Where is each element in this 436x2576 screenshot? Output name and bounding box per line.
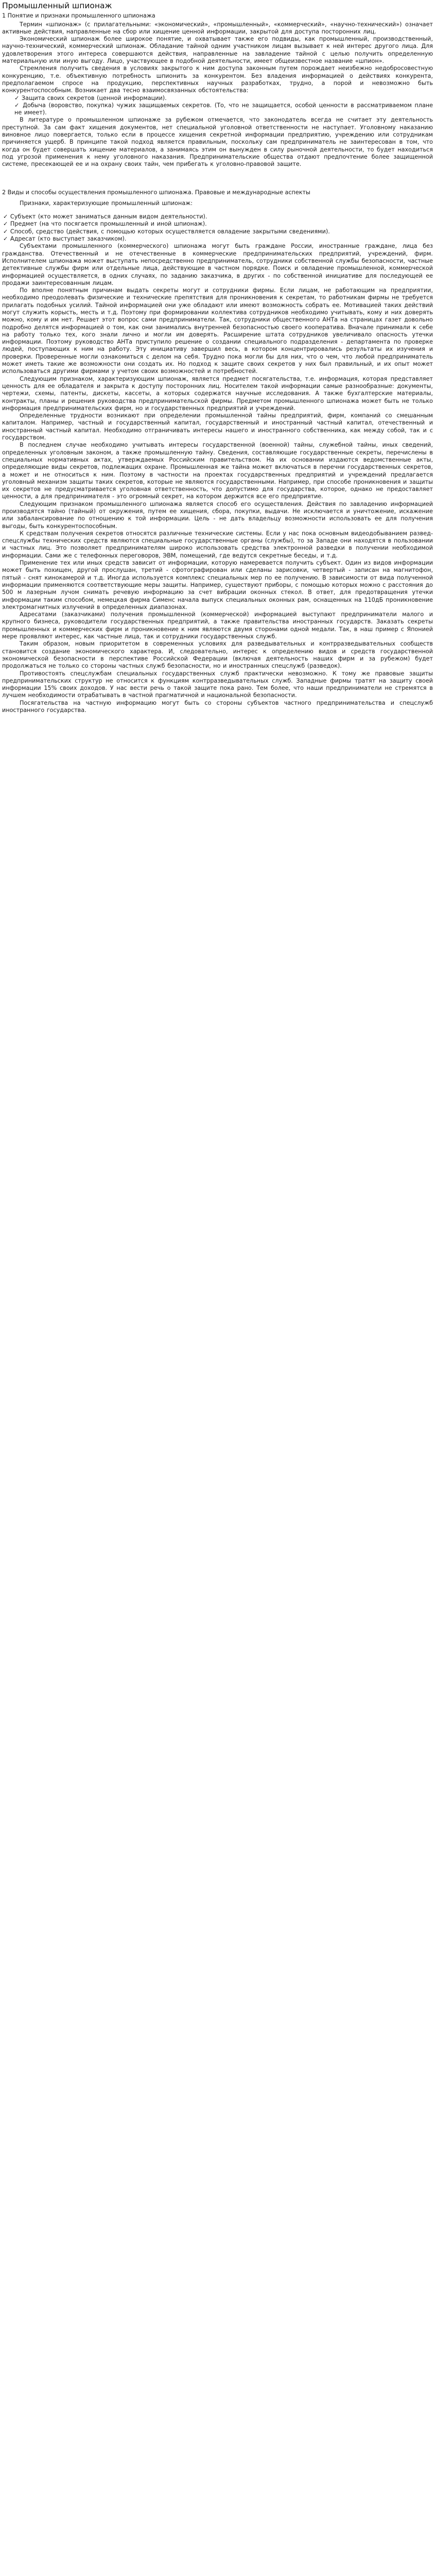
paragraph: В последнем случае необходимо учитывать интересы государственной (военной) тайны, служебной тайны, иных сведений, определенных уголовным законом, а также промышленную тайну. Сведения, составляющие государственные секреты, перечислены в специальных нормативных актах, утверждаемых Российским правительством. На их основании издаются ведомственные акты, определяющие виды секретов, подлежащих охране. Промышленная же тайна может включаться в перечни государственных секретов, а может и не относиться к ним. Поэтому в частности на проектах государственных предприятий и учреждений предлагается уголовный механизм защиты таких секретов, которые не являются государственными. Например, при способе проникновения и защиты их секретов не предусматривается уголовная ответственность, что допустимо для государства, которое, однако не предоставляет ценности, а для предпринимателя - это огромный секрет, на котором держится все его предприятие. xyxy=(2,442,433,500)
paragraph: Термин «шпионаж» (с прилагательными: «экономический», «промышленный», «коммерческий», «научно-технический») означает активные действия, направленные на сбор или хищение ценной информации, закрытой для доступа посторонних лиц. xyxy=(2,21,433,35)
section-2-heading: 2 Виды и способы осуществления промышленного шпионажа. Правовые и международные аспекты xyxy=(2,189,310,196)
paragraph: Экономический шпионаж более широкое понятие, и охватывает также его подвиды, как промышленный, производственный, научно-технический, коммерческий шпионаж. Обладание тайной одним участником лицам вызывает к ней интерес другого лица. Для удовлетворения этого интереса совершаются действия, направленные на завладение тайной с целью получить определенную материальную или иную выгоду. Лицо, участвующее в подобной деятельности, имеет общеизвестное название «шпион». xyxy=(2,36,433,65)
paragraph: К средствам получения секретов относятся различные технические системы. Если у нас пока основным видеодобыванием развед-спецслужбы технических средств являются специальные государственные органы (службы), то за Западе они находятся в пользовании и частных лиц. Это позволяет предпринимателям широко использовать средства электронной разведки в получении необходимой информации. Сами же с телефонных переговоров, ЭВМ, помещений, где ведутся секретные беседы, и т.д. xyxy=(2,530,433,559)
paragraph: Адресатами (заказчиками) получения промышленной (коммерческой) информацией выступают предприниматели малого и крупного бизнеса, руководители государственных предприятий, а также правительства иностранных государств. Заказать секреты промышленных и коммерческих фирм и проникновение к ним являются двумя сторонами одной медали. Так, в наш пример с Японией мере проявляют интерес, как частные лица, так и сотрудники государственных служб. xyxy=(2,611,433,640)
paragraph: Субъектами промышленного (коммерческого) шпионажа могут быть граждане России, иностранные граждане, лица без гражданства. Отечественный и не отечественные в коммерческие предпринимательских предприятий, учреждений, фирм. Исполнителем шпионажа может выступать непосредственно предприниматель, сотрудники собственной службы безопасности, частные детективные службы фирм или отдельные лица, действующие в частном порядке. Поиск и овладение промышленной, коммерческой информацией осуществляется, в одних случаях, по заданию заказчика, в других - по собственной инициативе для последующей ее продажи заинтересованным лицам. xyxy=(2,243,433,286)
paragraph: Определенные трудности возникают при определении промышленной тайны предприятий, фирм, компаний со смешанным капиталом. Например, частный и государственный капитал, государственный и иностранный частный капитал, отечественный и иностранный частный капитал. Необходимо отграничивать интересы нашего и иностранного собственника, как между собой, так и с государством. xyxy=(2,412,433,442)
paragraph: Стремления получить сведения в условиях закрытого к ним доступа законным путем порождает неизбежно недобросовестную конкуренцию, т.е. объективную потребность шпионить за конкурентом. Без владения информацией о действиях конкурента, предполагаемом спросе на продукцию, перспективных научных разработках, трудно, а порой и невозможно быть конкурентоспособным. Возникает два тесно взаимосвязанных обстоятельства: xyxy=(2,65,433,94)
bullet-item: ✓ Защита своих секретов (ценной информации). xyxy=(14,94,167,101)
section-1 xyxy=(2,12,433,168)
bullet-item: ✓ Предмет (на что посягается промышленный и иной шпионаж). xyxy=(3,221,207,228)
paragraph: Следующим признаком, характеризующим шпионаж, является предмет посягательства, т.е. информация, которая представляет ценность для ее обладателя и закрыта к доступу посторонних лиц. Носителем такой информации самые разнообразные: документы, чертежи, схемы, патенты, дискеты, кассеты, а которых содержатся научные исследования. А также бухгалтерские материалы, контракты, планы и решения руководства предпринимательской фирмы. Предметом промышленного шпионажа может быть не только информация предпринимательских фирм, но и государственных предприятий и учреждений. xyxy=(2,375,433,412)
paragraph: Признаки, характеризующие промышленный шпионаж: xyxy=(20,199,193,207)
paragraph: По вполне понятным причинам выдать секреты могут и сотрудники фирмы. Если лицам, не работающим на предприятии, необходимо преодолевать физические и технические препятствия для проникновения к секретам, то работникам фирмы не требуется прилагать подобных усилий. Тайной информацией они уже обладают или имеют возможность собрать ее. Мотивацией таких действий могут служить корысть, месть и т.д. Поэтому при формировании коллектива сотрудников необходимо учитывать, кому и них доверять можно, кому и им нет. Решает этот вопрос сами предприниматели. Так, сотрудники общественного АНТа на страницах газет довольно подробно делятся информацией о том, как они занимались внутренней безопасностью своего кооператива. Вначале принимали к себе на работу только тех, кого знали лично и могли им доверять. Расширение штата сотрудников увеличивало опасность утечки информации. Поэтому руководство АНТа приступило решение о создании специального подразделения - департамента по проверке людей, поступающих к ним на работу. Эту инициативу завершил весь, в котором концентрировались результаты их изучения и проверки. Проверенные могли ознакомиться с делом на себя. Трудно пока могли бы для них, что о чем, что любой предприниматель может иметь такие же возможности они создать их. Но подход к защите своих секретов у них был правильный, и их опыт может использоваться другими фирмами у учетом своих возможностей и потребностей. xyxy=(2,287,433,375)
paragraph: Следующим признаком промышленного шпионажа является способ его осуществления. Действия по завладению информацией производятся тайно (тайный) от окружения, путем ее хищения, сбора, покупки, выдачи. Не исключается и уничтожение, искажение или забалансирование по отношению к той информации. Цель - не дать владельцу возможности использовать ее для получения выгоды, быть конкурентоспособным. xyxy=(2,500,433,530)
bullet-item: ✓ Адресат (кто выступает заказчиком). xyxy=(3,235,127,243)
document-page xyxy=(0,0,436,718)
section-1-heading: 1 Понятие и признаки промышленного шпионажа xyxy=(2,12,155,20)
paragraph: В литературе о промышленном шпионаже за рубежом отмечается, что законодатель всегда не считает эту деятельность преступной. За сам факт хищения документов, нет специальной уголовной ответственности не наступает. Уголовному наказанию виновное лицо повергается, только если в процессе хищения секретной информации предприятию, учреждению или сотрудникам причиняется ущерб. В принципе такой подход является правильным, поскольку сам предприниматель не заинтересован в том, что когда он будет совершать хищение материалов, а занимаясь этим он вынужден в силу рыночной деятельности, то будет находиться под угрозой применения к нему уголовного наказания. Предпринимательские общества отдают предпочтение более защищенной системе, пресекающей ее и на охрану своих тайн, чем прибегать к уголовно-правовой защите. xyxy=(2,116,433,168)
paragraph: Посягательства на частную информацию могут быть со стороны субъектов частного предпринимательства и спецслужб иностранного государства. xyxy=(2,699,433,714)
bullet-item: ✓ Субъект (кто может заниматься данным видом деятельности). xyxy=(3,213,207,221)
page-title: Промышленный шпионаж xyxy=(2,1,112,10)
bullet-item: ✓ Добыча (воровство, покупка) чужих защищаемых секретов. (То, что не защищается, особой ценности в рассматриваемом плане не имеет). xyxy=(14,101,433,116)
paragraph: Таким образом, новым приоритетом в современных условиях для разведывательных и контрразведывательных сообществ становится создание экономического характера. И, следовательно, интерес к определению видов и средств государственной экономической безопасности в перспективе Российской Федерации (включая деятельность наших фирм и за рубежом) будет продолжаться не только со стороны частных служб безопасности, но и иностранных спецслужб (разведок). xyxy=(2,640,433,670)
bullet-item: ✓ Способ, средство (действия, с помощью которых осуществляется овладение закрытыми сведениями). xyxy=(3,228,330,235)
section-2 xyxy=(2,189,433,715)
paragraph: Применение тех или иных средств зависит от информации, которую намеревается получить субъект. Один из видов информации может быть похищен, другой прослушан, третий - сфотографирован или сделаны зарисовки, четвертый - записан на магнитофон, пятый - снят кинокамерой и т.д. Иногда используется комплекс специальных мер по ее получению. В зависимости от вида полученной информации применяются соответствующие меры защиты. Например, существуют приборы, с помощью которых можно с расстояния до 500 м лазерным лучом снимать речевую информацию за счет вибрации оконных стекол. В ответ, для предотвращения утечки информации таким способом, немецкая фирма Сименс начала выпуск специальных оконных рам, оснащенных на 110дБ проникновение электромагнитных излучений в определенных диапазонах. xyxy=(2,560,433,611)
paragraph: Противостоять спецслужбам специальных государственных служб практически невозможно. К тому же правовые защиты предпринимательских структур не относится к функциям контрразведывательных служб. Западные фирмы тратят на защиту своей информации 15% своих доходов. У нас вести речь о такой защите пока рано. Тем более, что наши предприниматели не стремятся в лучшем необходимости отрабатывать в частной прагматичной и национальной безопасности. xyxy=(2,670,433,699)
